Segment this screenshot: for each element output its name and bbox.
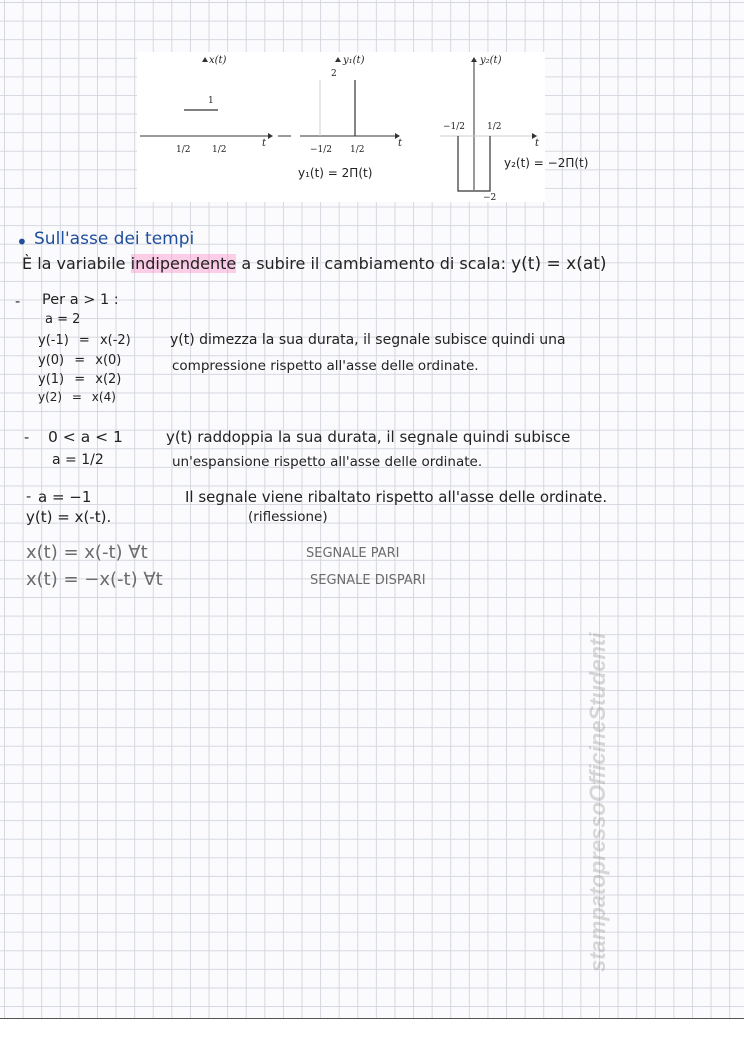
figure-y1-xlabel: t bbox=[398, 138, 403, 149]
case3-equation: y(t) = x(-t). bbox=[26, 508, 112, 526]
watermark: stampatopressoOfficineStudenti bbox=[585, 632, 610, 972]
section-bullet: • bbox=[16, 230, 28, 254]
case1-dash: - bbox=[15, 294, 21, 310]
case2-description-1: y(t) raddoppia la sua durata, il segnale quindi subisce bbox=[166, 428, 571, 446]
case2-example: a = 1/2 bbox=[52, 452, 104, 468]
figure-x-tick-left: 1/2 bbox=[176, 145, 191, 155]
figure-x-xlabel: t bbox=[262, 138, 267, 149]
figure-y1-tick-left: −1/2 bbox=[310, 145, 333, 155]
case3-condition: a = −1 bbox=[38, 488, 92, 506]
intro-highlight: indipendente bbox=[130, 254, 237, 273]
figure-y1-ylabel: y₁(t) bbox=[343, 55, 365, 66]
parity-odd-label: SEGNALE DISPARI bbox=[310, 573, 426, 588]
case3-dash: - bbox=[26, 489, 32, 505]
case1-condition: Per a > 1 : bbox=[42, 292, 119, 308]
figure-x-tick-right: 1/2 bbox=[212, 145, 227, 155]
parity-odd-equation: x(t) = −x(-t) ∀t bbox=[26, 569, 163, 590]
figure-y2-level: −2 bbox=[483, 193, 497, 203]
intro-line bbox=[22, 254, 607, 274]
figure-y2-tick-right: 1/2 bbox=[487, 122, 502, 132]
case1-eq-4: y(2) = x(4) bbox=[38, 390, 116, 404]
case1-eq-2: y(0) = x(0) bbox=[38, 353, 122, 368]
case2-condition: 0 < a < 1 bbox=[48, 428, 123, 446]
parity-even-equation: x(t) = x(-t) ∀t bbox=[26, 542, 148, 563]
page-bottom-rule bbox=[0, 1018, 744, 1019]
intro-suffix: a subire il cambiamento di scala: bbox=[241, 254, 506, 273]
case1-description-1: y(t) dimezza la sua durata, il segnale subisce quindi una bbox=[170, 332, 566, 348]
parity-even-label: SEGNALE PARI bbox=[306, 546, 400, 561]
figure-y2-xlabel: t bbox=[535, 138, 540, 149]
case2-dash: - bbox=[24, 430, 30, 446]
figure-y1-level: 2 bbox=[331, 69, 337, 79]
case3-description-1: Il segnale viene ribaltato rispetto all'asse delle ordinate. bbox=[185, 488, 608, 506]
intro-formula: y(t) = x(at) bbox=[511, 254, 607, 274]
case2-description-2: un'espansione rispetto all'asse delle ordinate. bbox=[172, 454, 483, 470]
section-title: Sull'asse dei tempi bbox=[34, 229, 195, 249]
figure-y1-tick-right: 1/2 bbox=[350, 145, 365, 155]
figure-x-ylabel: x(t) bbox=[209, 55, 227, 66]
figure-x-level: 1 bbox=[208, 96, 214, 106]
figure-y2-tick-left: −1/2 bbox=[443, 122, 466, 132]
intro-prefix: È la variabile bbox=[22, 254, 126, 273]
case1-example: a = 2 bbox=[45, 312, 81, 327]
figure-y2-axes bbox=[0, 0, 1, 1]
case1-eq-3: y(1) = x(2) bbox=[38, 372, 122, 387]
figure-y2-ylabel: y₂(t) bbox=[480, 55, 502, 66]
figure-y1-caption: y₁(t) = 2Π(t) bbox=[298, 166, 373, 180]
case1-eq-1: y(-1) = x(-2) bbox=[38, 333, 131, 348]
figure-y2-caption: y₂(t) = −2Π(t) bbox=[504, 156, 589, 170]
case3-description-2: (riflessione) bbox=[248, 509, 328, 525]
case1-description-2: compressione rispetto all'asse delle ordinate. bbox=[172, 358, 479, 374]
